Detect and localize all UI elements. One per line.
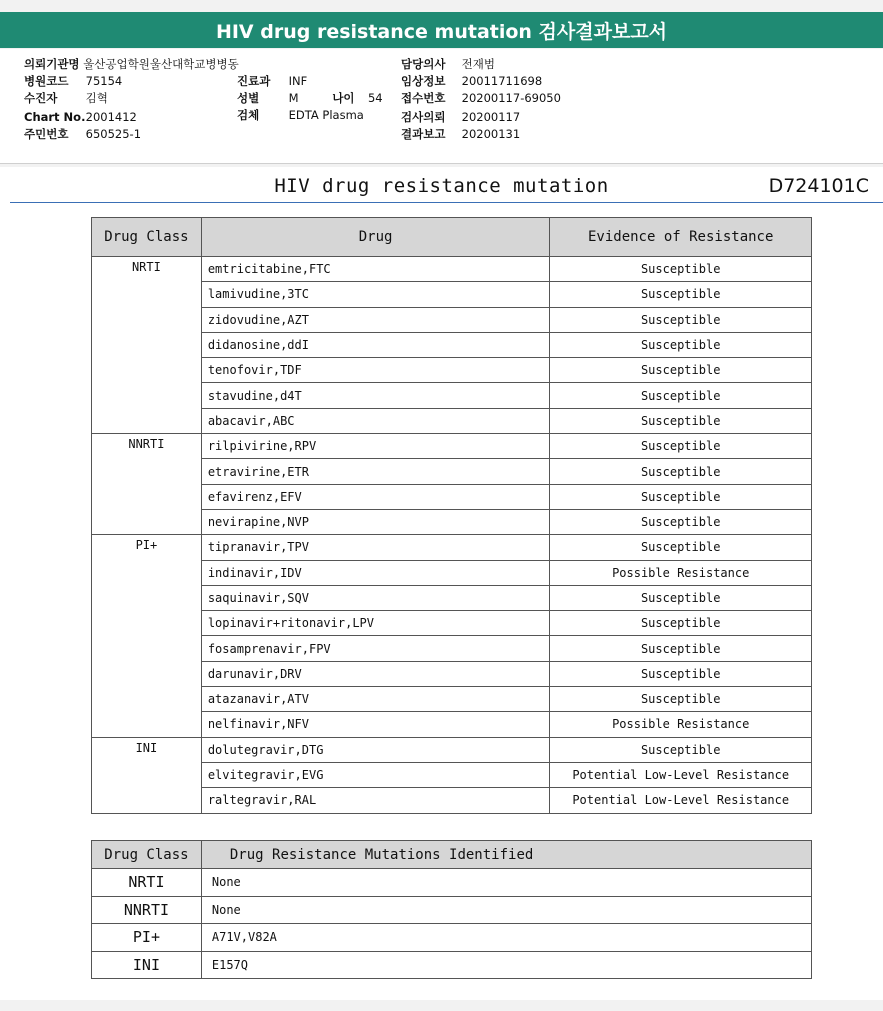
title-divider [10, 202, 883, 203]
evidence-cell: Potential Low-Level Resistance [550, 762, 812, 787]
institution-field [24, 56, 239, 72]
drug-name-cell: etravirine,ETR [201, 459, 550, 484]
age-value: 54 [367, 91, 383, 105]
patient-info-section [0, 49, 883, 164]
evidence-cell: Susceptible [550, 332, 812, 357]
table-row [92, 896, 812, 924]
evidence-cell: Susceptible [550, 611, 812, 636]
drug-name-cell: rilpivirine,RPV [201, 434, 550, 459]
mutation-class-cell: NRTI [92, 869, 202, 897]
mutation-class-cell: PI+ [92, 924, 202, 952]
specimen-value: EDTA Plasma [288, 108, 364, 122]
request-date-field [401, 109, 520, 125]
drug-name-cell: stavudine,d4T [201, 383, 550, 408]
drug-name-cell: nevirapine,NVP [201, 509, 550, 534]
drug-name-cell: saquinavir,SQV [201, 585, 550, 610]
receipt-no-label: 접수번호 [401, 91, 446, 105]
evidence-cell: Susceptible [550, 307, 812, 332]
evidence-cell: Susceptible [550, 585, 812, 610]
physician-field [401, 56, 495, 72]
age-label: 나이 [332, 91, 355, 105]
drug-name-cell: tipranavir,TPV [201, 535, 550, 560]
evidence-cell: Susceptible [550, 509, 812, 534]
mutation-table [91, 840, 812, 979]
chart-no-label: Chart No. [24, 110, 86, 124]
table-row [92, 535, 812, 560]
patient-name-field [24, 90, 108, 106]
drug-table-header-evidence: Evidence of Resistance [550, 218, 812, 257]
table-row [92, 924, 812, 952]
request-date-label: 검사의뢰 [401, 110, 446, 124]
table-row [92, 434, 812, 459]
request-date-value: 20200117 [461, 110, 521, 124]
report-code: D724101C [768, 175, 869, 197]
drug-class-cell: PI+ [92, 535, 202, 737]
evidence-cell: Susceptible [550, 737, 812, 762]
evidence-cell: Susceptible [550, 434, 812, 459]
mutation-table-header-mutations: Drug Resistance Mutations Identified [201, 841, 811, 869]
drug-table-header-class: Drug Class [92, 218, 202, 257]
drug-name-cell: lamivudine,3TC [201, 282, 550, 307]
sex-label: 성별 [237, 91, 260, 105]
chart-no-field [24, 109, 137, 125]
specimen-field [237, 107, 364, 123]
evidence-cell: Susceptible [550, 636, 812, 661]
drug-name-cell: elvitegravir,EVG [201, 762, 550, 787]
drug-name-cell: atazanavir,ATV [201, 687, 550, 712]
evidence-cell: Potential Low-Level Resistance [550, 788, 812, 813]
mutation-value-cell: None [201, 896, 811, 924]
receipt-no-value: 20200117-69050 [461, 91, 561, 105]
evidence-cell: Susceptible [550, 661, 812, 686]
evidence-cell: Susceptible [550, 687, 812, 712]
resident-no-label: 주민번호 [24, 127, 69, 141]
specimen-label: 검체 [237, 108, 260, 122]
institution-label: 의뢰기관명 [24, 57, 80, 71]
mutation-table-header-class: Drug Class [92, 841, 202, 869]
resident-no-value: 650525-1 [85, 127, 142, 141]
report-date-value: 20200131 [461, 127, 521, 141]
patient-name-value: 김혁 [85, 91, 108, 105]
report-body [0, 167, 883, 1000]
hospital-code-label: 병원코드 [24, 74, 69, 88]
clinical-info-field [401, 73, 542, 89]
table-row [92, 951, 812, 979]
report-date-label: 결과보고 [401, 127, 446, 141]
report-header-title: HIV drug resistance mutation 검사결과보고서 [215, 20, 668, 43]
sex-value: M [288, 91, 299, 105]
evidence-cell: Susceptible [550, 358, 812, 383]
drug-name-cell: lopinavir+ritonavir,LPV [201, 611, 550, 636]
table-row [92, 869, 812, 897]
table-row [92, 737, 812, 762]
drug-name-cell: dolutegravir,DTG [201, 737, 550, 762]
drug-table-body [92, 257, 812, 814]
evidence-cell: Susceptible [550, 535, 812, 560]
mutation-value-cell: E157Q [201, 951, 811, 979]
report-header [0, 12, 883, 48]
clinical-info-value: 20011711698 [461, 74, 543, 88]
chart-no-value: 2001412 [85, 110, 137, 124]
evidence-cell: Susceptible [550, 459, 812, 484]
mutation-class-cell: INI [92, 951, 202, 979]
mutation-value-cell: A71V,V82A [201, 924, 811, 952]
drug-class-cell: NNRTI [92, 434, 202, 535]
drug-name-cell: emtricitabine,FTC [201, 257, 550, 282]
evidence-cell: Susceptible [550, 408, 812, 433]
mutation-table-body [92, 869, 812, 979]
sex-field [237, 90, 383, 106]
resident-no-field [24, 126, 141, 142]
drug-class-cell: NRTI [92, 257, 202, 434]
drug-table-header-row [92, 218, 812, 257]
hospital-code-value: 75154 [85, 74, 123, 88]
receipt-no-field [401, 90, 561, 106]
department-label: 진료과 [237, 74, 271, 88]
report-title: HIV drug resistance mutation [274, 175, 609, 197]
physician-label: 담당의사 [401, 57, 446, 71]
clinical-info-label: 임상정보 [401, 74, 446, 88]
table-row [92, 257, 812, 282]
evidence-cell: Susceptible [550, 383, 812, 408]
drug-name-cell: raltegravir,RAL [201, 788, 550, 813]
evidence-cell: Susceptible [550, 282, 812, 307]
drug-name-cell: darunavir,DRV [201, 661, 550, 686]
drug-name-cell: abacavir,ABC [201, 408, 550, 433]
mutation-value-cell: None [201, 869, 811, 897]
drug-name-cell: zidovudine,AZT [201, 307, 550, 332]
evidence-cell: Possible Resistance [550, 712, 812, 737]
institution-value: 울산공업학원울산대학교병병동 [83, 57, 239, 71]
department-value: INF [288, 74, 308, 88]
physician-value: 전재범 [461, 57, 495, 71]
evidence-cell: Possible Resistance [550, 560, 812, 585]
drug-name-cell: tenofovir,TDF [201, 358, 550, 383]
drug-name-cell: fosamprenavir,FPV [201, 636, 550, 661]
drug-table-header-drug: Drug [201, 218, 550, 257]
report-date-field [401, 126, 520, 142]
hospital-code-field [24, 73, 122, 89]
evidence-cell: Susceptible [550, 484, 812, 509]
mutation-table-header-row [92, 841, 812, 869]
evidence-cell: Susceptible [550, 257, 812, 282]
drug-class-cell: INI [92, 737, 202, 813]
patient-name-label: 수진자 [24, 91, 58, 105]
drug-name-cell: nelfinavir,NFV [201, 712, 550, 737]
drug-resistance-table [91, 217, 812, 814]
mutation-class-cell: NNRTI [92, 896, 202, 924]
drug-name-cell: efavirenz,EFV [201, 484, 550, 509]
drug-name-cell: indinavir,IDV [201, 560, 550, 585]
drug-name-cell: didanosine,ddI [201, 332, 550, 357]
department-field [237, 73, 307, 89]
